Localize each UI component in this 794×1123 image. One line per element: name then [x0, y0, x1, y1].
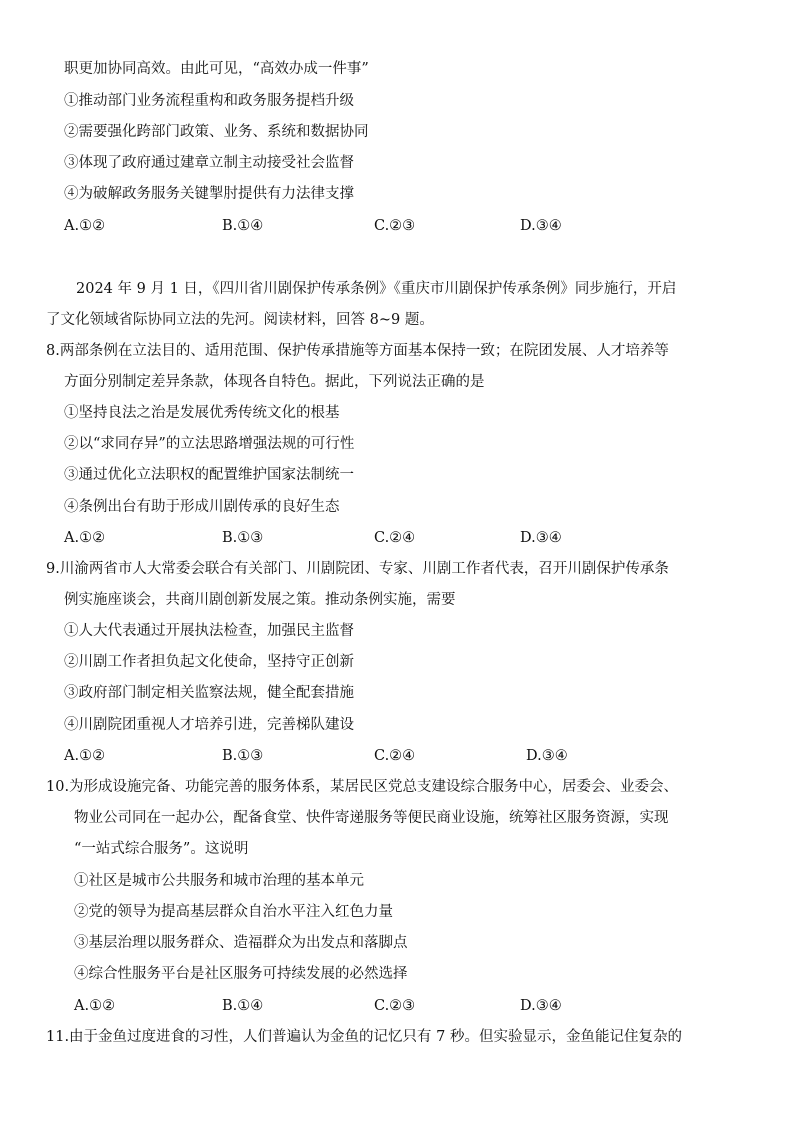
q8-option-c: C.②④ [374, 530, 416, 546]
q11-stem-line-1: 11.由于金鱼过度进食的习性，人们普遍认为金鱼的记忆只有 7 秒。但实验显示，金鱼能记住复杂的 [46, 1029, 682, 1045]
q8-item-1: ①坚持良法之治是发展优秀传统文化的根基 [64, 405, 340, 421]
q8-item-2: ②以“求同存异”的立法思路增强法规的可行性 [64, 436, 355, 452]
q7-item-4: ④为破解政务服务关键掣肘提供有力法律支撑 [64, 186, 354, 202]
q9-item-2: ②川剧工作者担负起文化使命，坚持守正创新 [64, 654, 354, 670]
material-line-2: 了文化领域省际协同立法的先河。阅读材料，回答 8~9 题。 [46, 312, 434, 328]
q10-item-2: ②党的领导为提高基层群众自治水平注入红色力量 [74, 904, 393, 920]
q9-option-a: A.①② [64, 748, 106, 764]
q8-option-d: D.③④ [520, 530, 562, 546]
q9-option-c: C.②④ [374, 748, 416, 764]
q9-stem-line-1: 9.川渝两省市人大常委会联合有关部门、川剧院团、专家、川剧工作者代表，召开川剧保护传承条 [46, 561, 669, 577]
q9-option-b: B.①③ [222, 748, 264, 764]
q7-option-a: A.①② [64, 218, 106, 234]
material-line-1: 2024 年 9 月 1 日，《四川省川剧保护传承条例》《重庆市川剧保护传承条例》同步施行，开启 [76, 281, 677, 297]
q8-stem-line-2: 方面分别制定差异条款，体现各自特色。据此，下列说法正确的是 [64, 374, 485, 390]
q10-stem-line-3: “一站式综合服务”。这说明 [74, 841, 249, 857]
q10-option-d: D.③④ [520, 998, 562, 1014]
q8-option-b: B.①③ [222, 530, 264, 546]
q8-option-a: A.①② [64, 530, 106, 546]
q8-item-4: ④条例出台有助于形成川剧传承的良好生态 [64, 499, 340, 515]
q10-item-4: ④综合性服务平台是社区服务可持续发展的必然选择 [74, 966, 408, 982]
q7-item-2: ②需要强化跨部门政策、业务、系统和数据协同 [64, 124, 369, 140]
q7-option-c: C.②③ [374, 218, 416, 234]
q10-option-b: B.①④ [222, 998, 264, 1014]
q8-item-3: ③通过优化立法职权的配置维护国家法制统一 [64, 467, 354, 483]
q8-stem-line-1: 8.两部条例在立法目的、适用范围、保护传承措施等方面基本保持一致；在院团发展、人才培养等 [46, 343, 669, 359]
q10-item-1: ①社区是城市公共服务和城市治理的基本单元 [74, 873, 364, 889]
q10-item-3: ③基层治理以服务群众、造福群众为出发点和落脚点 [74, 935, 408, 951]
q7-item-3: ③体现了政府通过建章立制主动接受社会监督 [64, 155, 354, 171]
q9-option-d: D.③④ [526, 748, 568, 764]
q10-stem-line-1: 10.为形成设施完备、功能完善的服务体系，某居民区党总支建设综合服务中心，居委会、业委会、 [46, 779, 679, 795]
q7-stem-end: 职更加协同高效。由此可见，“高效办成一件事” [64, 61, 369, 77]
q10-option-c: C.②③ [374, 998, 416, 1014]
q9-item-1: ①人大代表通过开展执法检查，加强民主监督 [64, 623, 354, 639]
q10-stem-line-2: 物业公司同在一起办公，配备食堂、快件寄递服务等便民商业设施，统筹社区服务资源，实现 [74, 810, 669, 826]
q7-option-b: B.①④ [222, 218, 264, 234]
q7-item-1: ①推动部门业务流程重构和政务服务提档升级 [64, 93, 354, 109]
q10-option-a: A.①② [74, 998, 116, 1014]
q9-stem-line-2: 例实施座谈会，共商川剧创新发展之策。推动条例实施，需要 [64, 592, 456, 608]
q7-option-d: D.③④ [520, 218, 562, 234]
q9-item-4: ④川剧院团重视人才培养引进，完善梯队建设 [64, 717, 354, 733]
q9-item-3: ③政府部门制定相关监察法规，健全配套措施 [64, 685, 354, 701]
